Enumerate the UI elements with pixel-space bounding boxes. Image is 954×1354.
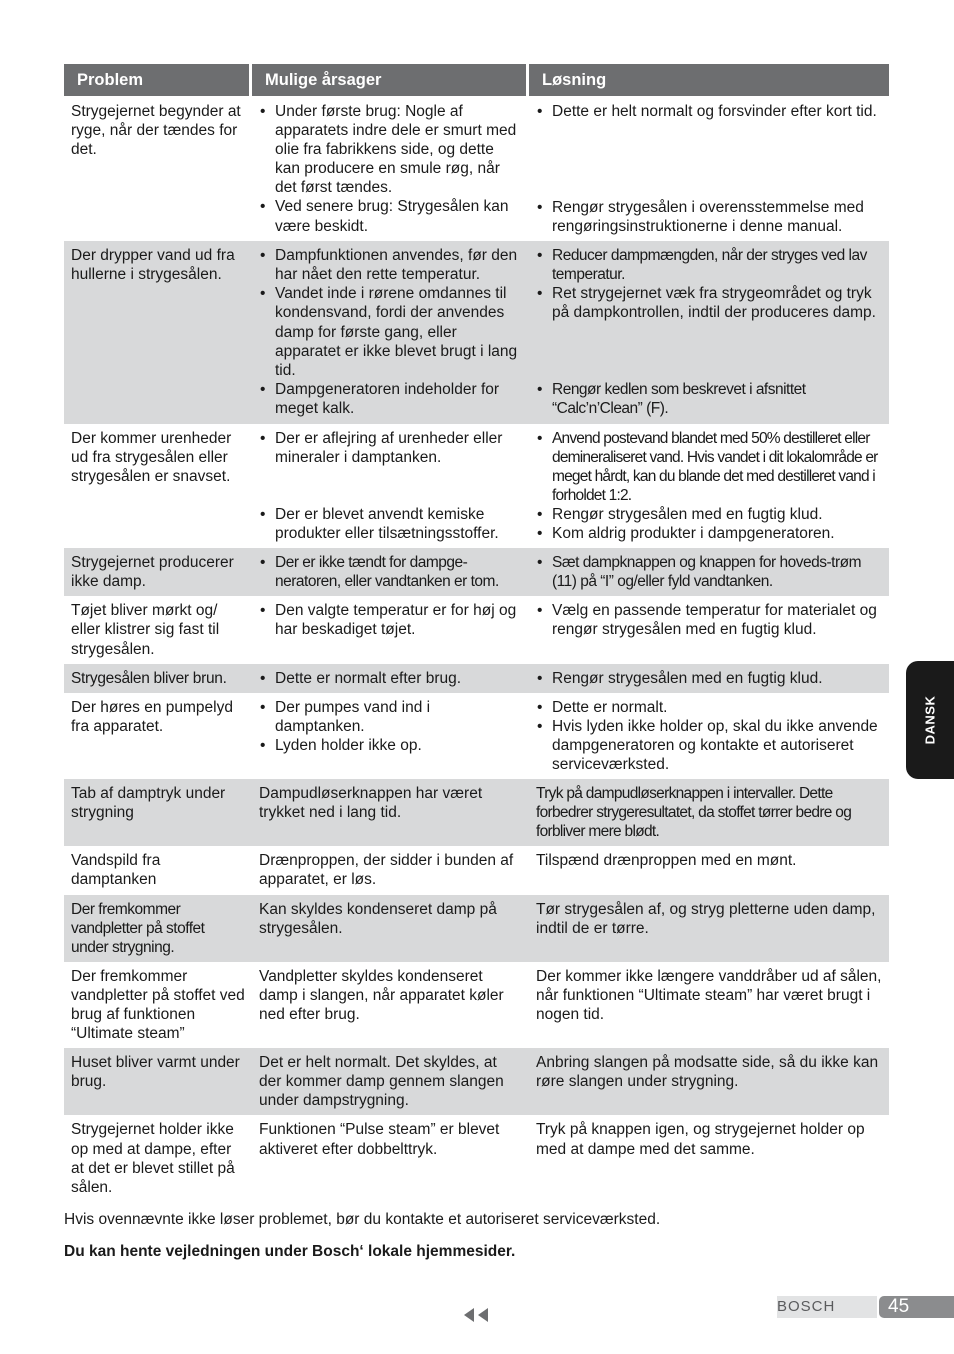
solution-cell [529,548,889,596]
cause-item: • Under første brug: Nogle af apparatets indre dele er smurt med olie fra fabrikkens side, og dette kan producere en smule røg, når det først tændes. [259,102,522,197]
solution-item: • Ret strygejernet væk fra strygeområdet og tryk på dampkontrollen, indtil der produceres damp. [536,284,887,380]
problem-cell: Strygesålen bliver brun. [71,669,227,687]
table-row [64,1048,889,1115]
cause-item: • Der pumpes vand ind i damptanken. [259,698,522,736]
causes-cell [252,664,526,693]
cause-item: • Den valgte temperatur er for høj og har beskadiget tøjet. [259,601,522,639]
solution-item: • Dette er helt normalt og forsvinder efter kort tid. [536,102,887,198]
table-row [64,846,889,894]
solution-item: • Kom aldrig produkter i dampgeneratoren. [536,524,887,543]
table-row [64,1115,889,1201]
solution-item: • Hvis lyden ikke holder op, skal du ikke anvende dampgeneratoren og kontakte et autoriseret serviceværksted. [536,717,887,774]
problem-cell: Tab af damptryk under strygning [71,785,226,822]
causes-cell: Drænproppen, der sidder i bunden af apparatet, er løs. [259,852,514,889]
problem-cell: Der drypper vand ud fra hullerne i strygesålen. [71,247,235,284]
causes-cell [252,97,526,241]
cause-item: • Lyden holder ikke op. [259,736,522,755]
solution-cell: Der kommer ikke længere vanddråber ud af sålen, når funktionen “Ultimate steam” har været brugt i nogen tid. [536,967,882,1023]
causes-cell: Funktionen “Pulse steam” er blevet aktiveret efter dobbelttryk. [259,1121,500,1158]
solution-item: • Reducer dampmængden, når der stryges ved lav temperatur. [536,246,887,284]
causes-cell [252,241,526,423]
solution-item: • Rengør strygesålen med en fugtig klud. [536,669,887,688]
cause-item: • Der er aflejring af urenheder eller mineraler i damptanken. [259,429,522,505]
solution-cell: Tør strygesålen af, og stryg pletterne uden damp, indtil de er tørre. [536,900,876,937]
causes-cell: Kan skyldes kondenseret damp på strygesålen. [259,900,497,937]
footer-bold-note: Du kan hente vejledningen under Bosch‘ lokale hjemmesider. [64,1243,516,1260]
problem-cell: Der fremkommer vandpletter på stoffet ved brug af funktionen “Ultimate steam” [71,967,245,1043]
causes-cell [252,693,526,779]
solution-item: • Rengør kedlen som beskrevet i afsnittet “Calc’n’Clean” (F). [536,380,887,418]
header-causes: Mulige årsager [252,64,526,96]
troubleshooting-table [64,64,889,1202]
language-tab [906,661,954,779]
solution-cell [529,596,889,663]
table-row [64,241,889,423]
double-left-arrow-icon[interactable] [463,1307,491,1328]
causes-cell [252,424,526,549]
cause-item: • Ved senere brug: Strygesålen kan være beskidt. [259,197,522,235]
problem-cell: Tøjet bliver mørkt og/ eller klistrer sig fast til strygesålen. [71,602,220,658]
solution-cell [529,424,889,549]
table-row [64,97,889,241]
problem-cell: Strygejernet producerer ikke damp. [71,554,234,591]
problem-cell: Der høres en pumpelyd fra apparatet. [71,698,233,735]
solution-item: • Anvend postevand blandet med 50% destilleret eller demineraliseret vand. Hvis vandet i dit lokalområde er meget hårdt, kan du blande det med destilleret vand i forholdet 1:2. [536,429,887,505]
causes-cell: Dampudløserknappen har været trykket ned i lang tid. [259,785,483,822]
solution-cell: Tryk på knappen igen, og strygejernet holder op med at dampe med det samme. [536,1121,865,1158]
solution-cell [529,241,889,423]
table-row [64,779,889,846]
cause-item: • Vandet inde i rørene omdannes til kondensvand, fordi der anvendes damp for første gang, eller apparatet er ikke blevet brugt i lang tid. [259,284,522,379]
problem-cell: Der fremkommer vandpletter på stoffet under strygning. [71,900,205,956]
page-number: 45 [888,1296,910,1317]
brand-label: BOSCH [777,1296,877,1318]
cause-item: • Der er ikke tændt for dampge-neratoren, eller vandtanken er tom. [259,553,522,591]
solution-cell: Tilspænd drænproppen med en mønt. [536,852,797,870]
table-row [64,693,889,779]
cause-item: • Dampfunktionen anvendes, før den har nået den rette temperatur. [259,246,522,284]
table-row [64,962,889,1048]
footer-note: Hvis ovennævnte ikke løser problemet, bør du kontakte et autoriseret serviceværksted. [64,1211,661,1228]
problem-cell: Strygejernet holder ikke op med at dampe, efter at det er blevet stillet på sålen. [71,1121,235,1196]
solution-item: • Dette er normalt. [536,698,887,717]
table-row [64,424,889,549]
solution-item: • Rengør strygesålen med en fugtig klud. [536,505,887,524]
problem-cell: Der kommer urenheder ud fra strygesålen eller strygesålen er snavset. [71,429,232,485]
solution-cell: Tryk på dampudløserknappen i intervaller. Dette forbedrer strygeresultatet, da stoffet tørrer bedre og forbliver mere blødt. [536,785,852,841]
table-header [64,64,889,96]
solution-cell [529,693,889,779]
solution-cell: Anbring slangen på modsatte side, så du ikke kan røre slangen under strygning. [536,1054,879,1091]
causes-cell: Det er helt normalt. Det skyldes, at der kommer damp gennem slangen under dampstrygning. [259,1054,504,1110]
cause-item: • Der er blevet anvendt kemiske produkter eller tilsætningsstoffer. [259,505,522,543]
causes-cell [252,548,526,596]
table-row [64,664,889,693]
table-row [64,596,889,663]
table-row [64,548,889,596]
problem-cell: Strygejernet begynder at ryge, når der tændes for det. [71,103,241,159]
causes-cell [252,596,526,663]
cause-item: • Dampgeneratoren indeholder for meget kalk. [259,380,522,418]
problem-cell: Vandspild fra damptanken [71,852,161,889]
solution-item: • Vælg en passende temperatur for materialet og rengør strygesålen med en fugtig klud. [536,601,887,639]
solution-cell [529,664,889,693]
cause-item: • Dette er normalt efter brug. [259,669,522,688]
language-tab-label: DANSK [922,695,938,745]
solution-item: • Rengør strygesålen i overensstemmelse med rengøringsinstruktionerne i denne manual. [536,198,887,236]
page-number-box [879,1296,954,1318]
header-solution: Løsning [529,64,889,96]
solution-item: • Sæt dampknappen og knappen for hoveds-trøm (11) på “I” og/eller fyld vandtanken. [536,553,887,591]
solution-cell [529,97,889,241]
problem-cell: Huset bliver varmt under brug. [71,1054,240,1091]
header-problem: Problem [64,64,249,96]
table-row [64,895,889,962]
causes-cell: Vandpletter skyldes kondenseret damp i slangen, når apparatet køler ned efter brug. [259,967,504,1023]
